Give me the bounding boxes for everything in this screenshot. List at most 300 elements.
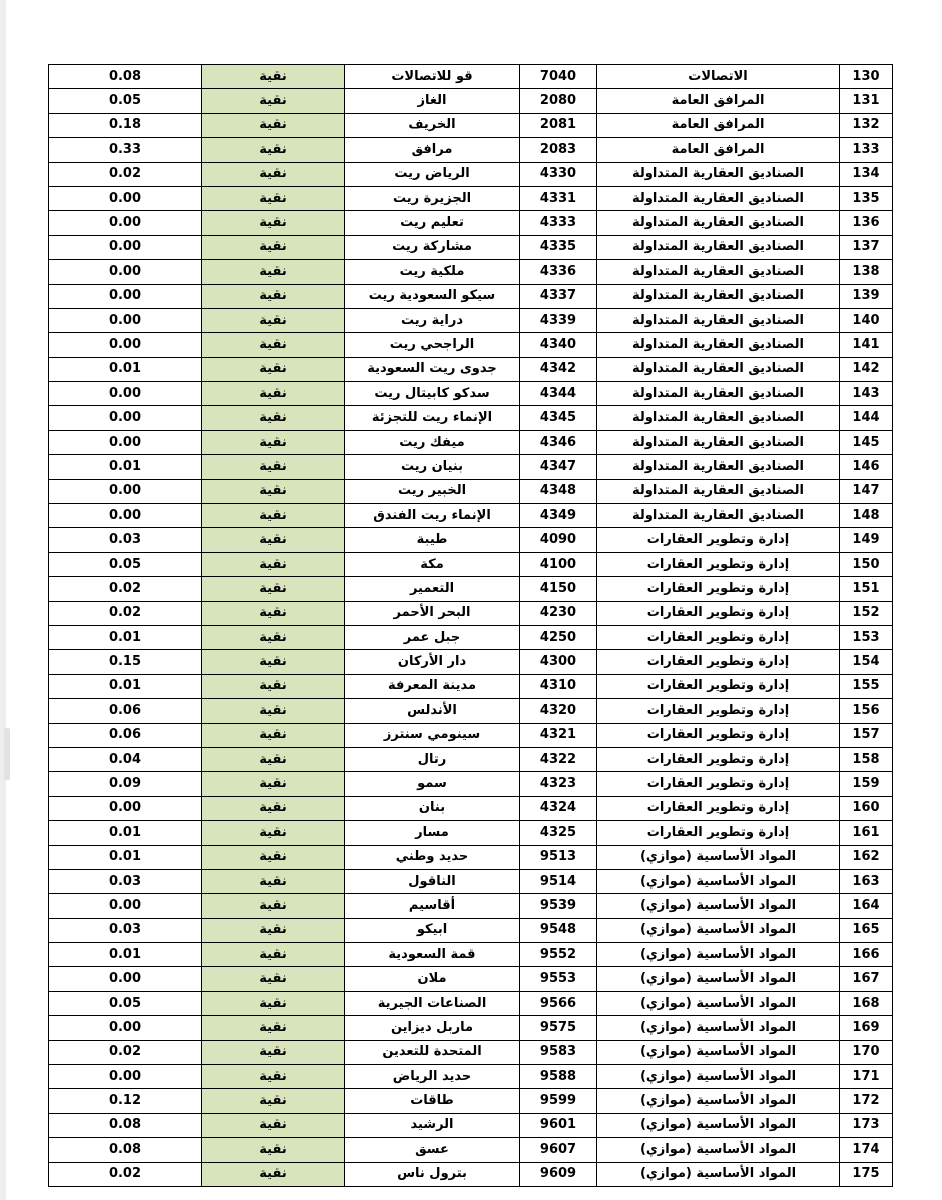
row-number-cell: 146 <box>840 455 893 479</box>
table-row <box>49 235 893 259</box>
sector-cell: المواد الأساسية (موازي) <box>597 1040 840 1064</box>
value-cell: 0.05 <box>49 89 202 113</box>
sector-cell: إدارة وتطوير العقارات <box>597 747 840 771</box>
symbol-code-cell: 4321 <box>520 723 597 747</box>
symbol-code-cell: 9588 <box>520 1065 597 1089</box>
value-cell: 0.08 <box>49 1113 202 1137</box>
row-number-cell: 140 <box>840 308 893 332</box>
symbol-code-cell: 4250 <box>520 625 597 649</box>
company-name-cell: سيكو السعودية ريت <box>345 284 520 308</box>
table-row <box>49 723 893 747</box>
sector-cell: المواد الأساسية (موازي) <box>597 991 840 1015</box>
status-cell: نقية <box>202 894 345 918</box>
row-number-cell: 143 <box>840 382 893 406</box>
company-name-cell: مسار <box>345 821 520 845</box>
table-row <box>49 918 893 942</box>
value-cell: 0.00 <box>49 382 202 406</box>
row-number-cell: 157 <box>840 723 893 747</box>
table-row <box>49 1065 893 1089</box>
row-number-cell: 156 <box>840 699 893 723</box>
status-cell: نقية <box>202 211 345 235</box>
sector-cell: المواد الأساسية (موازي) <box>597 1065 840 1089</box>
row-number-cell: 137 <box>840 235 893 259</box>
table-row <box>49 382 893 406</box>
sector-cell: إدارة وتطوير العقارات <box>597 552 840 576</box>
row-number-cell: 147 <box>840 479 893 503</box>
row-number-cell: 138 <box>840 260 893 284</box>
symbol-code-cell: 4322 <box>520 747 597 771</box>
status-cell: نقية <box>202 699 345 723</box>
row-number-cell: 150 <box>840 552 893 576</box>
symbol-code-cell: 9607 <box>520 1138 597 1162</box>
row-number-cell: 131 <box>840 89 893 113</box>
value-cell: 0.00 <box>49 967 202 991</box>
company-name-cell: الإنماء ريت الفندق <box>345 504 520 528</box>
symbol-code-cell: 2081 <box>520 113 597 137</box>
status-cell: نقية <box>202 284 345 308</box>
sector-cell: إدارة وتطوير العقارات <box>597 674 840 698</box>
status-cell: نقية <box>202 1089 345 1113</box>
value-cell: 0.08 <box>49 1138 202 1162</box>
value-cell: 0.01 <box>49 357 202 381</box>
sector-cell: الصناديق العقارية المتداولة <box>597 504 840 528</box>
symbol-code-cell: 4331 <box>520 186 597 210</box>
company-name-cell: مشاركة ريت <box>345 235 520 259</box>
company-name-cell: ملكية ريت <box>345 260 520 284</box>
value-cell: 0.00 <box>49 235 202 259</box>
status-cell: نقية <box>202 1065 345 1089</box>
symbol-code-cell: 4342 <box>520 357 597 381</box>
row-number-cell: 158 <box>840 747 893 771</box>
symbol-code-cell: 4325 <box>520 821 597 845</box>
company-name-cell: طيبة <box>345 528 520 552</box>
value-cell: 0.00 <box>49 796 202 820</box>
table-row <box>49 1040 893 1064</box>
status-cell: نقية <box>202 430 345 454</box>
table-row <box>49 504 893 528</box>
value-cell: 0.00 <box>49 430 202 454</box>
value-cell: 0.03 <box>49 918 202 942</box>
symbol-code-cell: 9553 <box>520 967 597 991</box>
company-name-cell: الرشيد <box>345 1113 520 1137</box>
symbol-code-cell: 4346 <box>520 430 597 454</box>
value-cell: 0.00 <box>49 1065 202 1089</box>
table-row <box>49 1016 893 1040</box>
symbol-code-cell: 4100 <box>520 552 597 576</box>
value-cell: 0.18 <box>49 113 202 137</box>
sector-cell: إدارة وتطوير العقارات <box>597 625 840 649</box>
value-cell: 0.03 <box>49 528 202 552</box>
row-number-cell: 159 <box>840 772 893 796</box>
status-cell: نقية <box>202 504 345 528</box>
status-cell: نقية <box>202 138 345 162</box>
status-cell: نقية <box>202 113 345 137</box>
company-name-cell: أقاسيم <box>345 894 520 918</box>
table-row <box>49 333 893 357</box>
sector-cell: الصناديق العقارية المتداولة <box>597 406 840 430</box>
company-name-cell: الخريف <box>345 113 520 137</box>
status-cell: نقية <box>202 357 345 381</box>
symbol-code-cell: 4333 <box>520 211 597 235</box>
value-cell: 0.02 <box>49 577 202 601</box>
row-number-cell: 168 <box>840 991 893 1015</box>
value-cell: 0.01 <box>49 943 202 967</box>
table-row <box>49 552 893 576</box>
status-cell: نقية <box>202 723 345 747</box>
status-cell: نقية <box>202 186 345 210</box>
symbol-code-cell: 9575 <box>520 1016 597 1040</box>
symbol-code-cell: 4150 <box>520 577 597 601</box>
company-name-cell: تعليم ريت <box>345 211 520 235</box>
company-name-cell: الخبير ريت <box>345 479 520 503</box>
symbol-code-cell: 9539 <box>520 894 597 918</box>
symbol-code-cell: 4339 <box>520 308 597 332</box>
symbol-code-cell: 4330 <box>520 162 597 186</box>
company-name-cell: ميفك ريت <box>345 430 520 454</box>
table-row <box>49 138 893 162</box>
status-cell: نقية <box>202 235 345 259</box>
status-cell: نقية <box>202 65 345 89</box>
status-cell: نقية <box>202 89 345 113</box>
sector-cell: إدارة وتطوير العقارات <box>597 577 840 601</box>
table-row <box>49 1113 893 1137</box>
table-row <box>49 479 893 503</box>
status-cell: نقية <box>202 406 345 430</box>
row-number-cell: 149 <box>840 528 893 552</box>
symbol-code-cell: 4230 <box>520 601 597 625</box>
status-cell: نقية <box>202 601 345 625</box>
table-row <box>49 113 893 137</box>
sector-cell: الصناديق العقارية المتداولة <box>597 357 840 381</box>
value-cell: 0.06 <box>49 699 202 723</box>
sector-cell: الصناديق العقارية المتداولة <box>597 162 840 186</box>
table-row <box>49 625 893 649</box>
status-cell: نقية <box>202 772 345 796</box>
sector-cell: الاتصالات <box>597 65 840 89</box>
company-name-cell: حديد وطني <box>345 845 520 869</box>
table-row <box>49 821 893 845</box>
row-number-cell: 155 <box>840 674 893 698</box>
company-name-cell: ماربل ديزاين <box>345 1016 520 1040</box>
symbol-code-cell: 4320 <box>520 699 597 723</box>
status-cell: نقية <box>202 821 345 845</box>
sector-cell: الصناديق العقارية المتداولة <box>597 382 840 406</box>
row-number-cell: 166 <box>840 943 893 967</box>
symbol-code-cell: 9599 <box>520 1089 597 1113</box>
table-row <box>49 796 893 820</box>
company-name-cell: الراجحي ريت <box>345 333 520 357</box>
company-name-cell: بنان <box>345 796 520 820</box>
status-cell: نقية <box>202 845 345 869</box>
company-name-cell: قمة السعودية <box>345 943 520 967</box>
symbol-code-cell: 4349 <box>520 504 597 528</box>
table-row <box>49 894 893 918</box>
symbol-code-cell: 9609 <box>520 1162 597 1186</box>
value-cell: 0.00 <box>49 284 202 308</box>
company-name-cell: مكة <box>345 552 520 576</box>
company-name-cell: رتال <box>345 747 520 771</box>
sector-cell: إدارة وتطوير العقارات <box>597 796 840 820</box>
symbol-code-cell: 4340 <box>520 333 597 357</box>
table-row <box>49 211 893 235</box>
status-cell: نقية <box>202 1016 345 1040</box>
row-number-cell: 152 <box>840 601 893 625</box>
row-number-cell: 132 <box>840 113 893 137</box>
company-name-cell: سدكو كابيتال ريت <box>345 382 520 406</box>
value-cell: 0.00 <box>49 308 202 332</box>
value-cell: 0.12 <box>49 1089 202 1113</box>
value-cell: 0.00 <box>49 333 202 357</box>
sector-cell: المواد الأساسية (موازي) <box>597 943 840 967</box>
symbol-code-cell: 4090 <box>520 528 597 552</box>
symbol-code-cell: 9548 <box>520 918 597 942</box>
row-number-cell: 141 <box>840 333 893 357</box>
table-row <box>49 967 893 991</box>
row-number-cell: 170 <box>840 1040 893 1064</box>
company-name-cell: جبل عمر <box>345 625 520 649</box>
symbol-code-cell: 9601 <box>520 1113 597 1137</box>
status-cell: نقية <box>202 1040 345 1064</box>
symbol-code-cell: 4335 <box>520 235 597 259</box>
table-row <box>49 89 893 113</box>
sector-cell: المواد الأساسية (موازي) <box>597 1016 840 1040</box>
table-row <box>49 162 893 186</box>
symbol-code-cell: 7040 <box>520 65 597 89</box>
sector-cell: إدارة وتطوير العقارات <box>597 699 840 723</box>
row-number-cell: 153 <box>840 625 893 649</box>
status-cell: نقية <box>202 162 345 186</box>
company-name-cell: دراية ريت <box>345 308 520 332</box>
table-row <box>49 528 893 552</box>
status-cell: نقية <box>202 674 345 698</box>
company-name-cell: بترول ناس <box>345 1162 520 1186</box>
sector-cell: الصناديق العقارية المتداولة <box>597 308 840 332</box>
company-name-cell: سينومي سنترز <box>345 723 520 747</box>
row-number-cell: 162 <box>840 845 893 869</box>
status-cell: نقية <box>202 577 345 601</box>
table-row <box>49 699 893 723</box>
value-cell: 0.00 <box>49 260 202 284</box>
sector-cell: الصناديق العقارية المتداولة <box>597 284 840 308</box>
status-cell: نقية <box>202 1138 345 1162</box>
symbol-code-cell: 4347 <box>520 455 597 479</box>
symbol-code-cell: 4323 <box>520 772 597 796</box>
status-cell: نقية <box>202 991 345 1015</box>
symbol-code-cell: 2083 <box>520 138 597 162</box>
row-number-cell: 154 <box>840 650 893 674</box>
symbol-code-cell: 4345 <box>520 406 597 430</box>
value-cell: 0.05 <box>49 552 202 576</box>
sector-cell: الصناديق العقارية المتداولة <box>597 260 840 284</box>
symbol-code-cell: 2080 <box>520 89 597 113</box>
table-row <box>49 186 893 210</box>
symbol-code-cell: 4324 <box>520 796 597 820</box>
status-cell: نقية <box>202 382 345 406</box>
sector-cell: المواد الأساسية (موازي) <box>597 869 840 893</box>
sector-cell: إدارة وتطوير العقارات <box>597 650 840 674</box>
company-name-cell: بنيان ريت <box>345 455 520 479</box>
sector-cell: إدارة وتطوير العقارات <box>597 528 840 552</box>
company-name-cell: ابيكو <box>345 918 520 942</box>
row-number-cell: 171 <box>840 1065 893 1089</box>
company-name-cell: ملان <box>345 967 520 991</box>
status-cell: نقية <box>202 308 345 332</box>
table-row <box>49 577 893 601</box>
symbol-code-cell: 9513 <box>520 845 597 869</box>
sector-cell: إدارة وتطوير العقارات <box>597 601 840 625</box>
symbol-code-cell: 4300 <box>520 650 597 674</box>
table-row <box>49 308 893 332</box>
value-cell: 0.01 <box>49 625 202 649</box>
status-cell: نقية <box>202 967 345 991</box>
row-number-cell: 165 <box>840 918 893 942</box>
value-cell: 0.01 <box>49 674 202 698</box>
value-cell: 0.02 <box>49 601 202 625</box>
table-row <box>49 943 893 967</box>
status-cell: نقية <box>202 479 345 503</box>
table-row <box>49 1138 893 1162</box>
sector-cell: الصناديق العقارية المتداولة <box>597 430 840 454</box>
page-edge-strip <box>0 0 6 1200</box>
company-name-cell: الغاز <box>345 89 520 113</box>
company-name-cell: الناقول <box>345 869 520 893</box>
sector-cell: المواد الأساسية (موازي) <box>597 1162 840 1186</box>
status-cell: نقية <box>202 918 345 942</box>
row-number-cell: 172 <box>840 1089 893 1113</box>
sector-cell: المرافق العامة <box>597 113 840 137</box>
company-name-cell: الصناعات الجيرية <box>345 991 520 1015</box>
status-cell: نقية <box>202 260 345 284</box>
table-row <box>49 991 893 1015</box>
value-cell: 0.06 <box>49 723 202 747</box>
company-name-cell: حديد الرياض <box>345 1065 520 1089</box>
company-name-cell: الإنماء ريت للتجزئة <box>345 406 520 430</box>
symbol-code-cell: 9514 <box>520 869 597 893</box>
sector-cell: الصناديق العقارية المتداولة <box>597 235 840 259</box>
company-name-cell: الرياض ريت <box>345 162 520 186</box>
status-cell: نقية <box>202 625 345 649</box>
status-cell: نقية <box>202 796 345 820</box>
sector-cell: المواد الأساسية (موازي) <box>597 918 840 942</box>
row-number-cell: 167 <box>840 967 893 991</box>
sector-cell: إدارة وتطوير العقارات <box>597 821 840 845</box>
sector-cell: الصناديق العقارية المتداولة <box>597 211 840 235</box>
table-row <box>49 845 893 869</box>
sector-cell: الصناديق العقارية المتداولة <box>597 186 840 210</box>
value-cell: 0.00 <box>49 894 202 918</box>
value-cell: 0.00 <box>49 504 202 528</box>
row-number-cell: 142 <box>840 357 893 381</box>
symbol-code-cell: 9566 <box>520 991 597 1015</box>
row-number-cell: 174 <box>840 1138 893 1162</box>
row-number-cell: 169 <box>840 1016 893 1040</box>
row-number-cell: 161 <box>840 821 893 845</box>
value-cell: 0.02 <box>49 162 202 186</box>
row-number-cell: 135 <box>840 186 893 210</box>
table-row <box>49 772 893 796</box>
sector-cell: المواد الأساسية (موازي) <box>597 1113 840 1137</box>
value-cell: 0.00 <box>49 1016 202 1040</box>
sector-cell: الصناديق العقارية المتداولة <box>597 455 840 479</box>
status-cell: نقية <box>202 528 345 552</box>
company-name-cell: الجزيرة ريت <box>345 186 520 210</box>
table-row <box>49 406 893 430</box>
value-cell: 0.33 <box>49 138 202 162</box>
value-cell: 0.05 <box>49 991 202 1015</box>
company-name-cell: قو للاتصالات <box>345 65 520 89</box>
company-name-cell: مدينة المعرفة <box>345 674 520 698</box>
table-row <box>49 747 893 771</box>
sector-cell: المواد الأساسية (موازي) <box>597 845 840 869</box>
table-row <box>49 357 893 381</box>
sector-cell: المواد الأساسية (موازي) <box>597 1089 840 1113</box>
row-number-cell: 144 <box>840 406 893 430</box>
sector-cell: المواد الأساسية (موازي) <box>597 967 840 991</box>
sector-cell: الصناديق العقارية المتداولة <box>597 479 840 503</box>
company-name-cell: دار الأركان <box>345 650 520 674</box>
status-cell: نقية <box>202 1113 345 1137</box>
status-cell: نقية <box>202 869 345 893</box>
value-cell: 0.00 <box>49 479 202 503</box>
value-cell: 0.00 <box>49 211 202 235</box>
value-cell: 0.03 <box>49 869 202 893</box>
symbol-code-cell: 4337 <box>520 284 597 308</box>
value-cell: 0.04 <box>49 747 202 771</box>
company-name-cell: التعمير <box>345 577 520 601</box>
row-number-cell: 151 <box>840 577 893 601</box>
sector-cell: المواد الأساسية (موازي) <box>597 1138 840 1162</box>
row-number-cell: 175 <box>840 1162 893 1186</box>
status-cell: نقية <box>202 943 345 967</box>
value-cell: 0.08 <box>49 65 202 89</box>
status-cell: نقية <box>202 650 345 674</box>
symbol-code-cell: 4310 <box>520 674 597 698</box>
company-name-cell: جدوى ريت السعودية <box>345 357 520 381</box>
table-row <box>49 1089 893 1113</box>
status-cell: نقية <box>202 333 345 357</box>
scroll-notch <box>4 728 10 780</box>
value-cell: 0.01 <box>49 455 202 479</box>
symbol-code-cell: 4348 <box>520 479 597 503</box>
stocks-table-body <box>49 65 893 1187</box>
symbol-code-cell: 4336 <box>520 260 597 284</box>
sector-cell: المواد الأساسية (موازي) <box>597 894 840 918</box>
row-number-cell: 130 <box>840 65 893 89</box>
sector-cell: المرافق العامة <box>597 138 840 162</box>
table-row <box>49 1162 893 1186</box>
company-name-cell: عسق <box>345 1138 520 1162</box>
value-cell: 0.01 <box>49 845 202 869</box>
table-row <box>49 284 893 308</box>
row-number-cell: 139 <box>840 284 893 308</box>
company-name-cell: البحر الأحمر <box>345 601 520 625</box>
value-cell: 0.01 <box>49 821 202 845</box>
status-cell: نقية <box>202 747 345 771</box>
symbol-code-cell: 4344 <box>520 382 597 406</box>
row-number-cell: 164 <box>840 894 893 918</box>
value-cell: 0.02 <box>49 1040 202 1064</box>
sector-cell: إدارة وتطوير العقارات <box>597 723 840 747</box>
company-name-cell: سمو <box>345 772 520 796</box>
stocks-table <box>48 64 893 1187</box>
status-cell: نقية <box>202 1162 345 1186</box>
value-cell: 0.02 <box>49 1162 202 1186</box>
row-number-cell: 134 <box>840 162 893 186</box>
company-name-cell: الأندلس <box>345 699 520 723</box>
table-row <box>49 650 893 674</box>
table-row <box>49 455 893 479</box>
sector-cell: إدارة وتطوير العقارات <box>597 772 840 796</box>
